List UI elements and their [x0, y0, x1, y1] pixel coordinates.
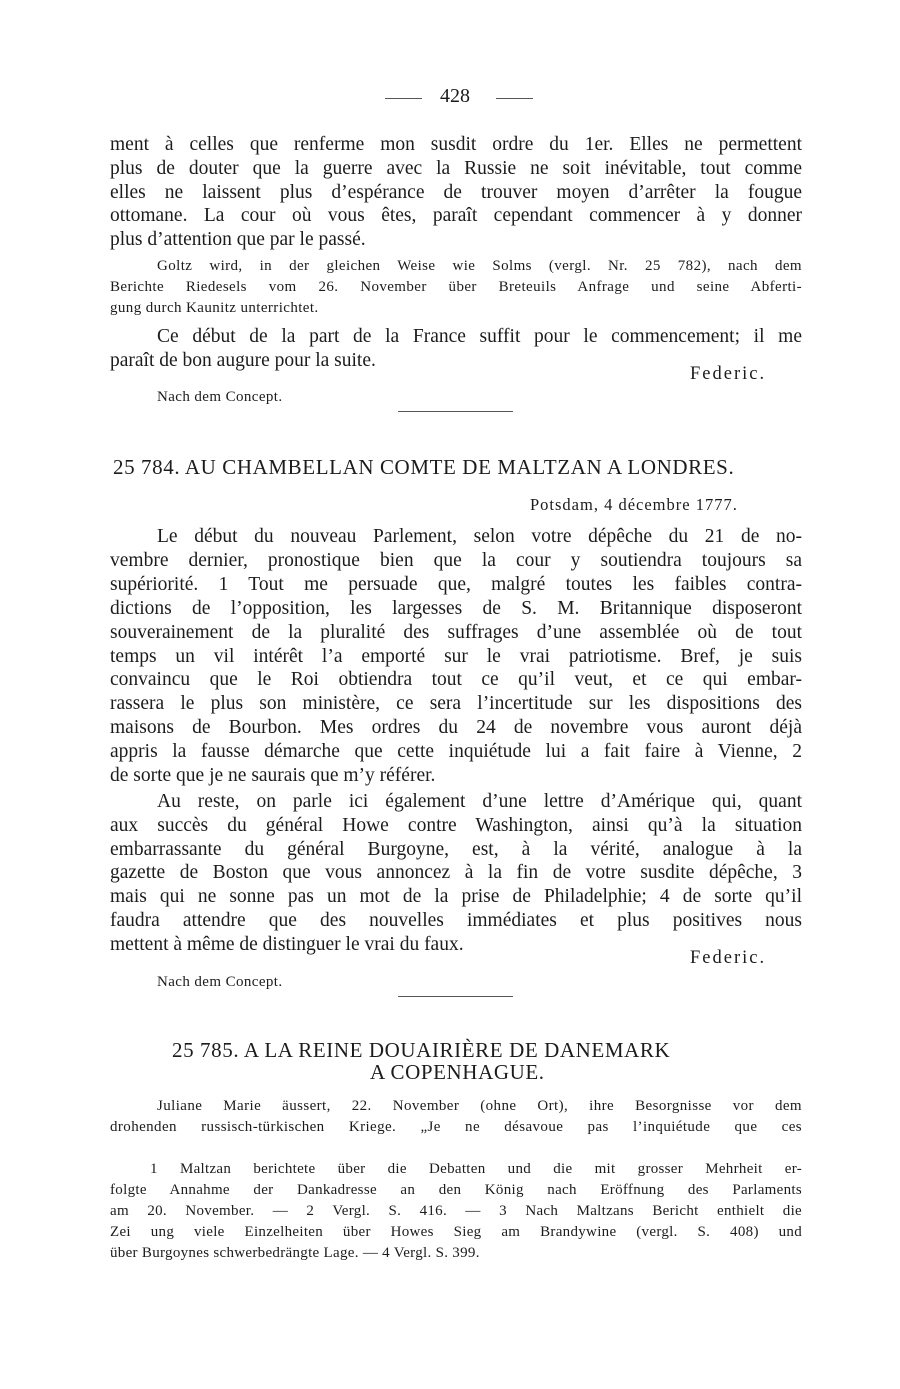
text-line: de sorte que je ne saurais que m’y référer. [110, 765, 436, 786]
note-line: drohenden russisch-türkischen Kriege. „Je ne désavoue pas l’inquiétude que ces [110, 1119, 802, 1135]
text-line: plus de douter que la guerre avec la Russie ne soit inévitable, tout comme [110, 158, 802, 179]
text-line: supériorité. 1 Tout me persuade que, malgré toutes les faibles contra- [110, 574, 802, 595]
place-date: Potsdam, 4 décembre 1777. [530, 495, 738, 514]
text-line: ottomane. La cour où vous êtes, paraît cependant commencer à y donner [110, 205, 802, 226]
text-line: Ce début de la part de la France suffit pour le commencement; il me [157, 326, 802, 347]
text-line: paraît de bon augure pour la suite. [110, 350, 376, 371]
text-line: appris la fausse démarche que cette inquiétude lui a fait faire à Vienne, 2 [110, 741, 802, 762]
text-line: mettent à même de distinguer le vrai du faux. [110, 934, 464, 955]
text-line: gazette de Boston que vous annoncez à la fin de votre susdite dépêche, 3 [110, 862, 802, 883]
text-line: vembre dernier, pronostique bien que la cour y soutiendra toujours sa [110, 550, 802, 571]
letter-heading: 25 785. A LA REINE DOUAIRIÈRE DE DANEMARK [172, 1038, 671, 1062]
text-line: embarrassante du général Burgoyne, est, à la vérité, analogue à la [110, 839, 802, 860]
signature: Federic. [690, 364, 767, 384]
text-line: mais qui ne sonne pas un mot de la prise de Philadelphie; 4 de sorte qu’il [110, 886, 802, 907]
signature: Federic. [690, 948, 767, 968]
note-line: Goltz wird, in der gleichen Weise wie Solms (vergl. Nr. 25 782), nach dem [157, 258, 802, 274]
footnote-line: über Burgoynes schwerbedrängte Lage. — 4 Vergl. S. 399. [110, 1245, 480, 1261]
text-line: convaincu que le Roi obtiendra tout ce qu’il veut, et ce qui embar- [110, 669, 802, 690]
letter-heading-continued: A COPENHAGUE. [370, 1060, 545, 1084]
footnote-line: folgte Annahme der Dankadresse an den König nach Eröffnung des Parlaments [110, 1182, 802, 1198]
source-note: Nach dem Concept. [157, 389, 283, 405]
note-line: Juliane Marie äussert, 22. November (ohne Ort), ihre Besorgnisse vor dem [157, 1098, 802, 1114]
section-divider [398, 996, 513, 997]
footnote-line: 1 Maltzan berichtete über die Debatten und die mit grosser Mehrheit er- [150, 1161, 802, 1177]
text-line: Le début du nouveau Parlement, selon votre dépêche du 21 de no- [157, 526, 802, 547]
text-line: maisons de Bourbon. Mes ordres du 24 de novembre vous auront déjà [110, 717, 802, 738]
text-line: rassera le plus son ministère, ce sera l’incertitude sur les dispositions des [110, 693, 802, 714]
note-line: Berichte Riedesels vom 26. November über Breteuils Anfrage und seine Abferti- [110, 279, 802, 295]
text-line: dictions de l’opposition, les largesses de S. M. Britannique disposeront [110, 598, 802, 619]
text-line: souverainement de la pluralité des suffrages d’une assemblée où de tout [110, 622, 802, 643]
section-divider [398, 411, 513, 412]
page-number: 428 [440, 85, 470, 107]
text-line: temps un vil intérêt l’a emporté sur le vrai patriotisme. Bref, je suis [110, 646, 802, 667]
text-line: elles ne laissent plus d’espérance de trouver moyen d’arrêter la fougue [110, 182, 802, 203]
text-line: ment à celles que renferme mon susdit ordre du 1er. Elles ne permettent [110, 134, 802, 155]
text-line: aux succès du général Howe contre Washington, ainsi qu’à la situation [110, 815, 802, 836]
footnote-line: am 20. November. — 2 Vergl. S. 416. — 3 Nach Maltzans Bericht enthielt die [110, 1203, 802, 1219]
header-rule-right [496, 98, 533, 99]
text-line: Au reste, on parle ici également d’une lettre d’Amérique qui, quant [157, 791, 802, 812]
footnote-line: Zei ung viele Einzelheiten über Howes Sieg am Brandywine (vergl. S. 408) und [110, 1224, 802, 1240]
letter-heading: 25 784. AU CHAMBELLAN COMTE DE MALTZAN A LONDRES. [113, 455, 735, 479]
header-rule-left [385, 98, 422, 99]
note-line: gung durch Kaunitz unterrichtet. [110, 300, 319, 316]
text-line: faudra attendre que des nouvelles immédiates et plus positives nous [110, 910, 802, 931]
text-line: plus d’attention que par le passé. [110, 229, 366, 250]
source-note: Nach dem Concept. [157, 974, 283, 990]
